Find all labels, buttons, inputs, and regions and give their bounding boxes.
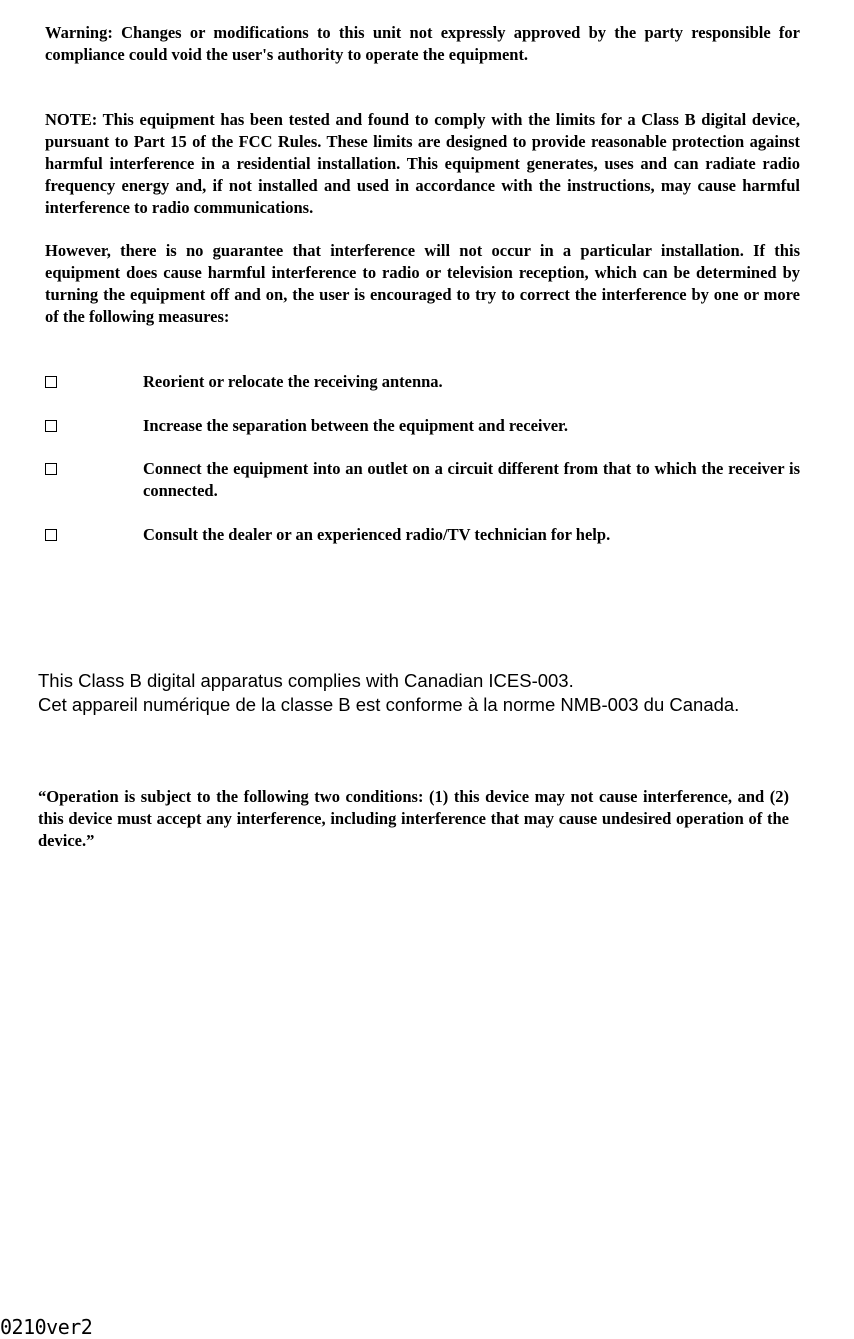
checkbox-bullet-icon bbox=[45, 420, 57, 432]
checkbox-bullet-icon bbox=[45, 376, 57, 388]
version-footer: 0210ver2 bbox=[0, 1315, 93, 1339]
checkbox-bullet-icon bbox=[45, 463, 57, 475]
measure-text: Consult the dealer or an experienced radio/TV technician for help. bbox=[143, 525, 611, 544]
measure-item bbox=[45, 524, 800, 544]
measure-item bbox=[45, 371, 800, 391]
canada-ices-statement bbox=[38, 669, 818, 717]
measure-text: Reorient or relocate the receiving antenna. bbox=[143, 372, 443, 391]
checkbox-bullet-icon bbox=[45, 529, 57, 541]
fcc-warning-paragraph: Warning: Changes or modifications to this unit not expressly approved by the party responsible for compliance could void the user's authority to operate the equipment. bbox=[45, 23, 800, 64]
measure-text: Increase the separation between the equipment and receiver. bbox=[143, 416, 568, 435]
operation-conditions-paragraph: “Operation is subject to the following two conditions: (1) this device may not cause interference, and (2) this device must accept any interference, including interference that may cause undesired operation of the device.” bbox=[38, 787, 789, 850]
fcc-note-paragraph: NOTE: This equipment has been tested and found to comply with the limits for a Class B digital device, pursuant to Part 15 of the FCC Rules. These limits are designed to provide reasonable protection against harmful interference in a residential installation. This equipment generates, uses and can radiate radio frequency energy and, if not installed and used in accordance with the instructions, may cause harmful interference to radio communications. bbox=[45, 110, 800, 217]
measure-item bbox=[45, 458, 800, 500]
canada-french-line: Cet appareil numérique de la classe B est conforme à la norme NMB-003 du Canada. bbox=[38, 694, 740, 715]
measure-text: Connect the equipment into an outlet on a circuit different from that to which the receiver is connected. bbox=[143, 459, 800, 500]
measure-item bbox=[45, 415, 800, 435]
canada-english-line: This Class B digital apparatus complies with Canadian ICES-003. bbox=[38, 670, 574, 691]
interference-guidance-paragraph: However, there is no guarantee that interference will not occur in a particular installation. If this equipment does cause harmful interference to radio or television reception, which can be determined by turning the equipment off and on, the user is encouraged to try to correct the interference by one or more of the following measures: bbox=[45, 241, 800, 326]
